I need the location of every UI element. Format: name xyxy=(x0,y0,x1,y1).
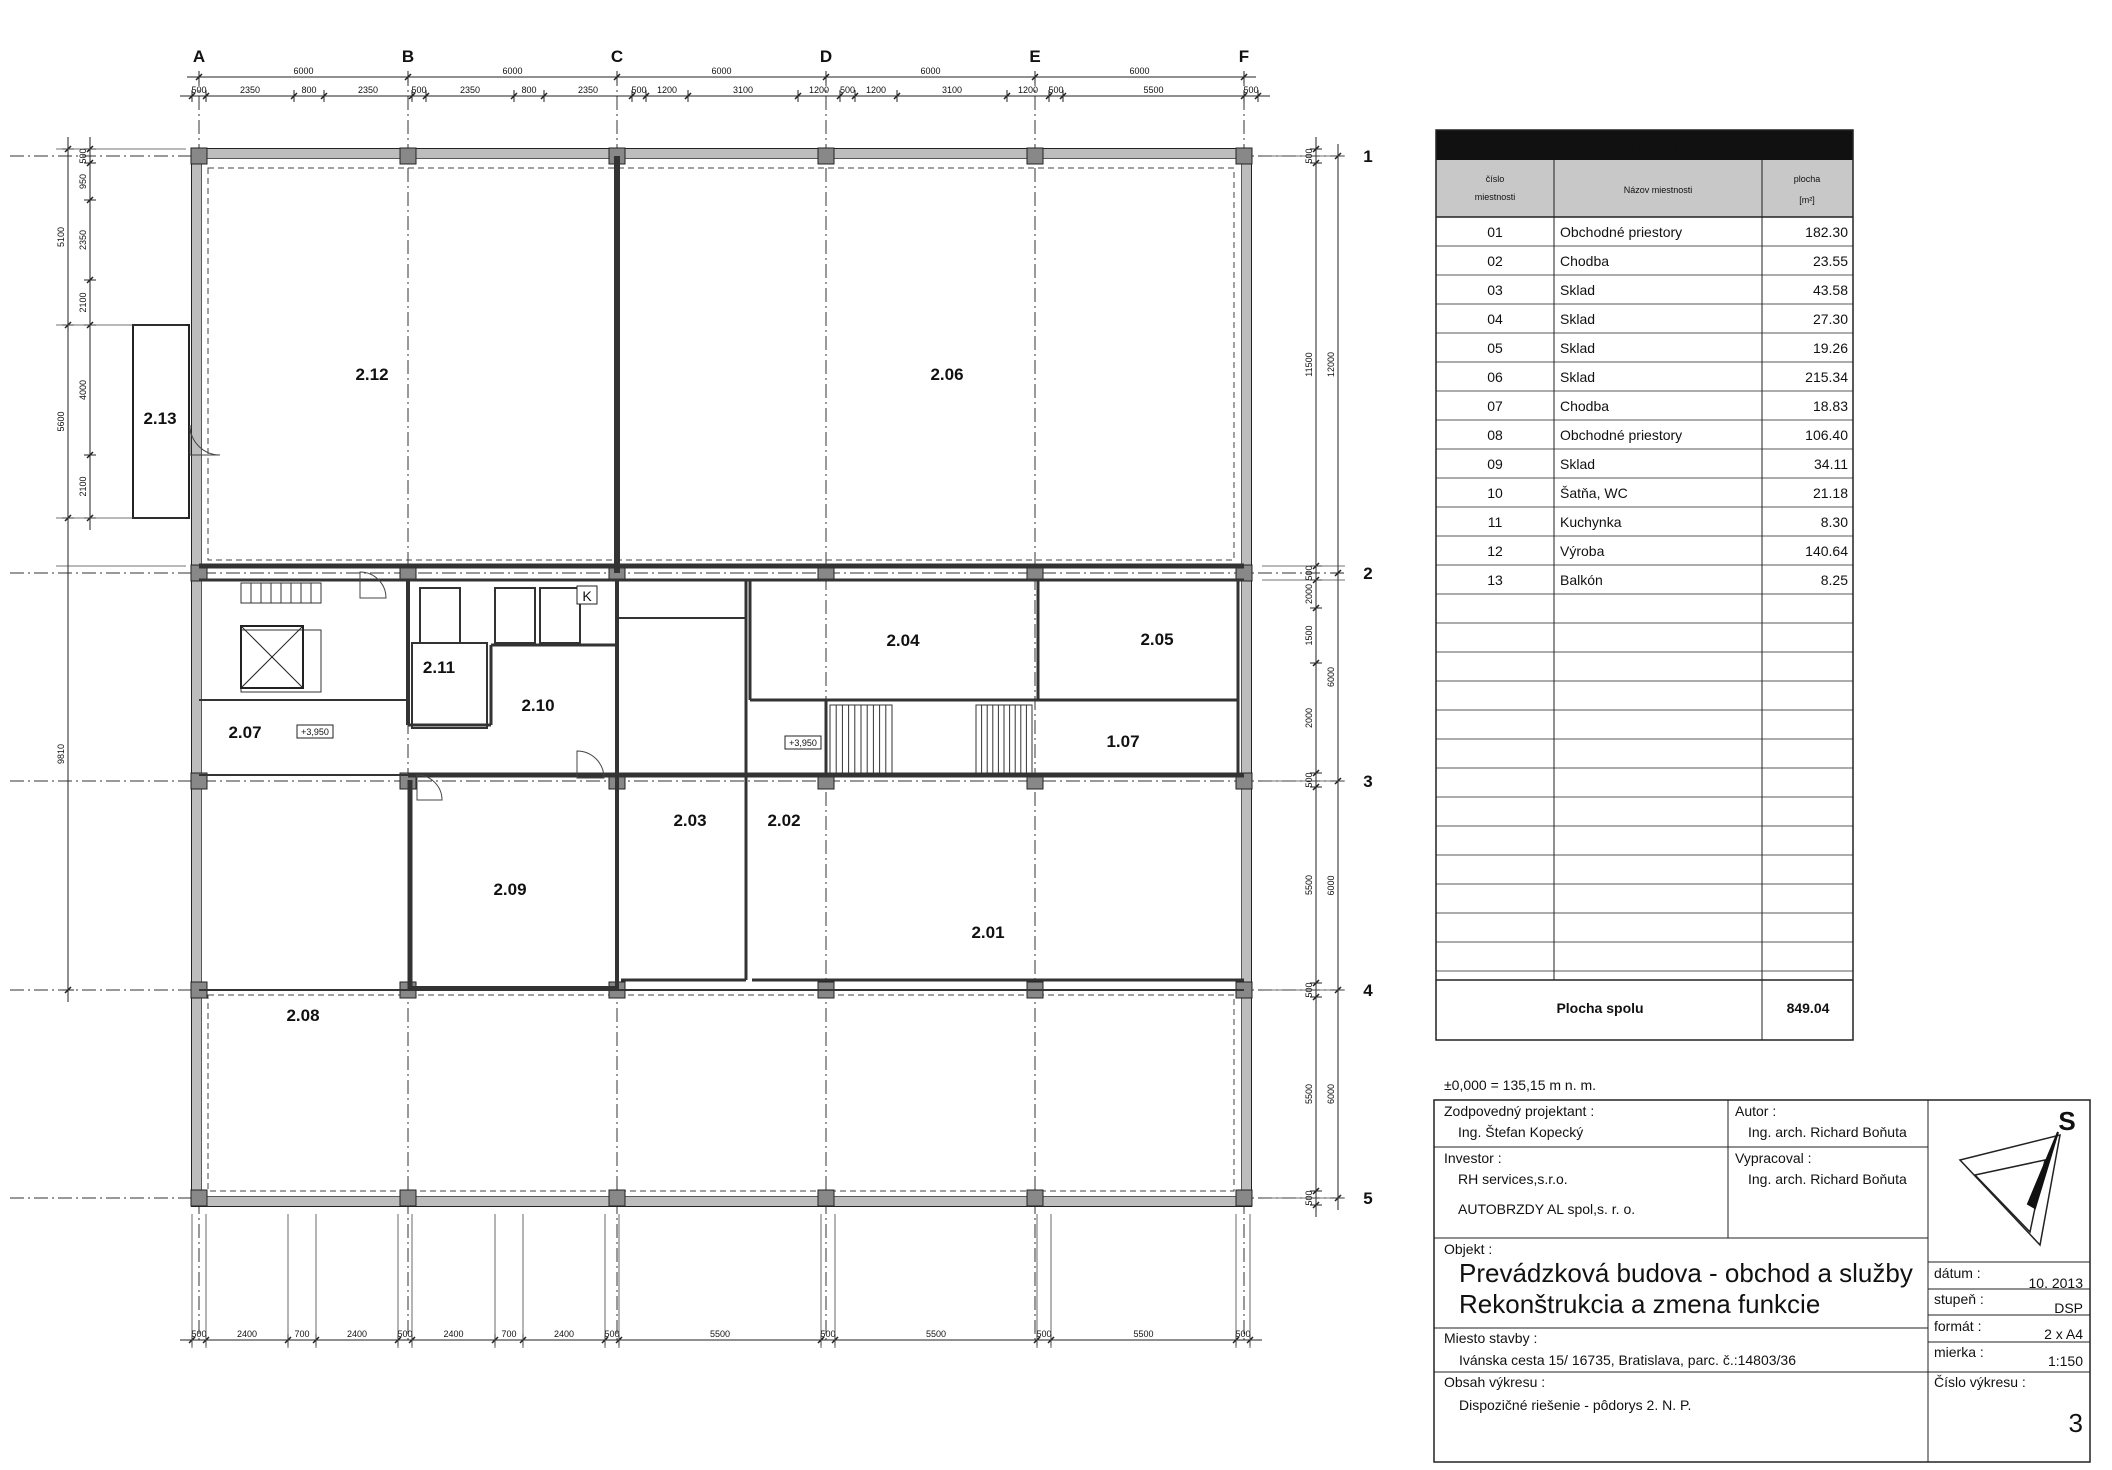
outer-wall-outline xyxy=(192,149,1251,1206)
dim-right-inner-value: 500 xyxy=(1304,148,1314,164)
title-block xyxy=(1434,1077,2090,1462)
dim-right-outer-value: 6000 xyxy=(1326,875,1336,896)
legend-row-number: 09 xyxy=(1487,456,1503,472)
door-swing xyxy=(360,572,386,598)
dim-top-minor-value: 500 xyxy=(191,85,207,95)
stupen-value: DSP xyxy=(2054,1300,2083,1316)
dim-right-inner-value: 11500 xyxy=(1304,352,1314,377)
wall-fill xyxy=(192,149,201,1206)
dim-bottom-value: 2400 xyxy=(443,1329,464,1339)
axis-label-row: 1 xyxy=(1363,147,1373,166)
dim-top-major-value: 6000 xyxy=(920,66,941,76)
dim-top-minor-value: 1200 xyxy=(865,85,887,95)
dim-bottom-value: 5500 xyxy=(1133,1329,1154,1339)
structural-column xyxy=(400,148,416,164)
mierka-value: 1:150 xyxy=(2047,1353,2083,1369)
room-label: 2.07 xyxy=(228,723,262,742)
legend-row-name: Balkón xyxy=(1560,572,1603,588)
legend-row-number: 06 xyxy=(1487,369,1503,385)
legend-row-name: Sklad xyxy=(1560,282,1596,298)
dim-top-minor-value: 2350 xyxy=(357,85,379,95)
dim-bottom-value: 5500 xyxy=(709,1329,731,1339)
objekt-value: Prevádzková budova - obchod a služby xyxy=(1459,1258,1913,1288)
dim-top-minor-value: 1200 xyxy=(1017,85,1039,95)
dim-right-outer-value: 6000 xyxy=(1326,1083,1336,1105)
room-label: 2.09 xyxy=(493,880,527,899)
dim-top-minor-value: 500 xyxy=(1048,85,1064,95)
axis-label-column: D xyxy=(819,47,833,66)
room-label: 2.02 xyxy=(767,811,801,830)
legend-header-area: [m²] xyxy=(1799,195,1815,205)
legend-row-name: Obchodné priestory xyxy=(1560,427,1683,443)
dim-bottom-value: 500 xyxy=(1036,1329,1052,1339)
dim-right-inner-value: 1500 xyxy=(1304,625,1314,646)
cislo-value: 3 xyxy=(2068,1408,2083,1438)
structural-column xyxy=(1027,1190,1043,1206)
legend-title: LEGENDA MIESTNOSTÍ xyxy=(1565,138,1723,154)
room-label: 2.01 xyxy=(971,923,1005,942)
room-label: 2.08 xyxy=(286,1006,320,1025)
outer-wall-inner-outline xyxy=(201,158,1242,1197)
room-legend-table xyxy=(1436,130,1853,1040)
investor-value: AUTOBRZDY AL spol,s. r. o. xyxy=(1458,1201,1636,1217)
axis-label-row: 2 xyxy=(1363,564,1373,583)
dim-right-inner-value: 5500 xyxy=(1304,1083,1314,1105)
legend-row-area: 27.30 xyxy=(1812,311,1848,327)
room-label: 2.03 xyxy=(673,811,707,830)
legend-row-name: Chodba xyxy=(1560,253,1610,269)
wall-fill xyxy=(192,149,1251,158)
investor-label: Investor : xyxy=(1444,1150,1502,1166)
autor-label: Autor : xyxy=(1735,1103,1777,1119)
plan-labels xyxy=(143,47,1373,1208)
axis-label-column: B xyxy=(401,47,415,66)
zodpovedny-label: Zodpovedný projektant : xyxy=(1444,1103,1595,1119)
dim-right-outer-value: 6000 xyxy=(1326,666,1336,688)
legend-row-number: 10 xyxy=(1487,485,1503,501)
miesto-label: Miesto stavby : xyxy=(1444,1330,1538,1346)
legend-row-number: 11 xyxy=(1487,514,1503,530)
legend-row-name: Chodba xyxy=(1560,398,1610,414)
dim-top-minor-value: 3100 xyxy=(941,85,963,95)
axis-label-row: 4 xyxy=(1363,981,1373,1000)
dim-right-inner-value: 5500 xyxy=(1304,874,1314,896)
north-letter: S xyxy=(2058,1106,2076,1136)
north-arrow-frame xyxy=(1960,1135,2060,1245)
room-label: 2.10 xyxy=(521,696,555,715)
legend-row-area: 18.83 xyxy=(1812,398,1848,414)
zodpovedny-value: Ing. Štefan Kopecký xyxy=(1458,1124,1584,1140)
legend-row-number: 07 xyxy=(1487,398,1503,414)
legend-row-name: Sklad xyxy=(1560,456,1596,472)
stupen-label: stupeň : xyxy=(1934,1291,1984,1307)
legend-row-area: 43.58 xyxy=(1812,282,1848,298)
structural-column xyxy=(818,148,834,164)
dim-top-minor-value: 800 xyxy=(521,85,537,95)
legend-row-number: 02 xyxy=(1487,253,1503,269)
dim-top-minor-value: 2350 xyxy=(239,85,261,95)
room-label: 2.06 xyxy=(930,365,964,384)
legend-row-area: 34.11 xyxy=(1814,456,1848,472)
dim-bottom-value: 500 xyxy=(397,1329,413,1339)
structural-column xyxy=(400,1190,416,1206)
dim-right-inner-value: 2000 xyxy=(1304,583,1314,605)
legend-row-number: 01 xyxy=(1487,224,1503,240)
legend-row-name: Šatňa, WC xyxy=(1560,485,1628,501)
room-label: 1.07 xyxy=(1106,732,1140,751)
objekt-label: Objekt : xyxy=(1444,1241,1493,1257)
investor-value: RH services,s.r.o. xyxy=(1458,1171,1568,1187)
dim-top-minor-value: 2350 xyxy=(459,85,481,95)
mierka-label: mierka : xyxy=(1934,1344,1984,1360)
legend-header-area: plocha xyxy=(1793,174,1821,184)
dim-top-minor-value: 500 xyxy=(631,85,647,95)
legend-row-area: 19.26 xyxy=(1812,340,1848,356)
obsah-value: Dispozičné riešenie - pôdorys 2. N. P. xyxy=(1459,1397,1692,1413)
obsah-label: Obsah výkresu : xyxy=(1444,1374,1546,1390)
legend-row-name: Výroba xyxy=(1560,543,1605,559)
dim-top-major-value: 6000 xyxy=(293,66,314,76)
door-swing xyxy=(417,775,442,800)
structural-column xyxy=(1027,148,1043,164)
axis-label-column: F xyxy=(1238,47,1250,66)
legend-row-number: 08 xyxy=(1487,427,1503,443)
legend-row-area: 8.30 xyxy=(1820,514,1848,530)
dim-top-major-value: 6000 xyxy=(711,66,732,76)
dimension-lines xyxy=(56,66,1345,1348)
structural-column xyxy=(818,1190,834,1206)
structural-column xyxy=(1236,1190,1252,1206)
structural-grid-lines xyxy=(10,72,1345,1340)
wc-stall xyxy=(495,588,535,643)
axis-label-column: A xyxy=(192,47,206,66)
legend-row-area: 21.18 xyxy=(1812,485,1848,501)
dim-left-inner-value: 4000 xyxy=(78,379,88,401)
dim-top-minor-value: 1200 xyxy=(656,85,678,95)
dim-bottom-value: 2400 xyxy=(553,1329,575,1339)
staircase xyxy=(241,630,321,692)
dim-right-outer-value: 12000 xyxy=(1326,351,1336,378)
wc-stall xyxy=(420,588,460,643)
dim-left-inner-value: 2100 xyxy=(78,292,88,313)
dim-right-inner-value: 500 xyxy=(1304,772,1314,788)
dim-top-minor-value: 1200 xyxy=(808,85,830,95)
wc-room xyxy=(412,643,487,728)
legend-row-number: 12 xyxy=(1487,543,1503,559)
dim-bottom-value: 500 xyxy=(820,1329,836,1339)
cislo-label: Číslo výkresu : xyxy=(1934,1374,2026,1390)
k-label: K xyxy=(582,588,592,604)
dim-bottom-value: 500 xyxy=(191,1329,207,1339)
dim-right-inner-value: 500 xyxy=(1304,1190,1314,1206)
legend-row-number: 03 xyxy=(1487,282,1503,298)
level-label: +3,950 xyxy=(301,727,329,737)
legend-total-value: 849.04 xyxy=(1786,1000,1830,1016)
axis-label-row: 5 xyxy=(1363,1189,1373,1208)
dim-left-inner-value: 2100 xyxy=(78,476,88,497)
dim-bottom-value: 700 xyxy=(501,1329,517,1339)
dim-left-outer-value: 5100 xyxy=(56,226,66,248)
legend-row-name: Sklad xyxy=(1560,340,1596,356)
legend-row-name: Kuchynka xyxy=(1560,514,1622,530)
dim-top-minor-value: 500 xyxy=(411,85,427,95)
dim-bottom-value: 2400 xyxy=(346,1329,368,1339)
dim-top-major-value: 6000 xyxy=(1129,66,1150,76)
dim-left-inner-value: 500 xyxy=(78,148,88,164)
dim-bottom-value: 500 xyxy=(1235,1329,1251,1339)
dim-bottom-value: 700 xyxy=(294,1329,310,1339)
room-label: 2.12 xyxy=(355,365,389,384)
legend-row-number: 04 xyxy=(1487,311,1503,327)
wall-fill xyxy=(192,1197,1251,1206)
dim-top-minor-value: 800 xyxy=(301,85,317,95)
dim-right-inner-value: 500 xyxy=(1304,982,1314,998)
dim-bottom-value: 2400 xyxy=(236,1329,258,1339)
legend-row-name: Sklad xyxy=(1560,369,1596,385)
vypracoval-value: Ing. arch. Richard Boňuta xyxy=(1748,1171,1907,1187)
axis-label-column: C xyxy=(610,47,624,66)
dim-top-minor-value: 3100 xyxy=(732,85,754,95)
autor-value: Ing. arch. Richard Boňuta xyxy=(1748,1124,1907,1140)
wc-stall xyxy=(540,588,580,643)
legend-row-name: Obchodné priestory xyxy=(1560,224,1683,240)
dim-top-minor-value: 500 xyxy=(839,85,856,95)
axis-label-row: 3 xyxy=(1363,772,1373,791)
dim-right-inner-value: 500 xyxy=(1304,565,1314,581)
objekt-value: Rekonštrukcia a zmena funkcie xyxy=(1459,1289,1821,1319)
legend-row-area: 8.25 xyxy=(1820,572,1848,588)
legend-header-number: miestnosti xyxy=(1474,192,1516,202)
structural-column xyxy=(1236,148,1252,164)
legend-row-area: 215.34 xyxy=(1805,369,1848,385)
legend-row-area: 182.30 xyxy=(1805,224,1848,240)
structural-column xyxy=(191,1190,207,1206)
dim-top-minor-value: 500 xyxy=(1243,85,1259,95)
dim-left-inner-value: 2350 xyxy=(78,229,88,251)
vypracoval-label: Vypracoval : xyxy=(1735,1150,1812,1166)
dim-bottom-value: 5500 xyxy=(925,1329,947,1339)
structural-column xyxy=(191,148,207,164)
dim-right-inner-value: 2000 xyxy=(1304,707,1314,729)
walls xyxy=(133,148,1252,1206)
dim-left-inner-value: 950 xyxy=(78,173,88,190)
axis-label-column: E xyxy=(1029,47,1041,66)
miesto-value: Ivánska cesta 15/ 16735, Bratislava, parc. č.:14803/36 xyxy=(1459,1352,1796,1368)
dim-top-major-value: 6000 xyxy=(502,66,523,76)
dim-top-minor-value: 5500 xyxy=(1143,85,1164,95)
format-value: 2 x A4 xyxy=(2044,1326,2083,1342)
datum-value: 10. 2013 xyxy=(2028,1275,2083,1291)
beam-outline-lower xyxy=(208,995,1234,1191)
dim-left-outer-value: 9810 xyxy=(56,743,66,765)
room-label: 2.11 xyxy=(422,658,456,677)
room-label: 2.13 xyxy=(143,409,177,428)
wall-fill xyxy=(1242,149,1251,1206)
legend-total-label: Plocha spolu xyxy=(1556,1000,1644,1016)
legend-row-area: 140.64 xyxy=(1805,543,1848,559)
height-datum: ±0,000 = 135,15 m n. m. xyxy=(1444,1077,1597,1093)
dim-top-minor-value: 2350 xyxy=(577,85,599,95)
structural-column xyxy=(609,1190,625,1206)
room-label: 2.05 xyxy=(1140,630,1174,649)
room-label: 2.04 xyxy=(886,631,920,650)
format-label: formát : xyxy=(1934,1318,1982,1334)
legend-header-name: Názov miestnosti xyxy=(1623,185,1693,195)
dim-bottom-value: 500 xyxy=(604,1329,620,1339)
legend-row-number: 13 xyxy=(1487,572,1503,588)
legend-row-name: Sklad xyxy=(1560,311,1596,327)
legend-row-area: 106.40 xyxy=(1805,427,1848,443)
level-label: +3,950 xyxy=(789,738,817,748)
legend-row-number: 05 xyxy=(1487,340,1503,356)
legend-row-area: 23.55 xyxy=(1812,253,1848,269)
legend-header-number: číslo xyxy=(1485,174,1505,184)
datum-label: dátum : xyxy=(1934,1265,1981,1281)
dim-left-outer-value: 5600 xyxy=(56,411,66,432)
beam-outline-upper xyxy=(208,168,1234,560)
